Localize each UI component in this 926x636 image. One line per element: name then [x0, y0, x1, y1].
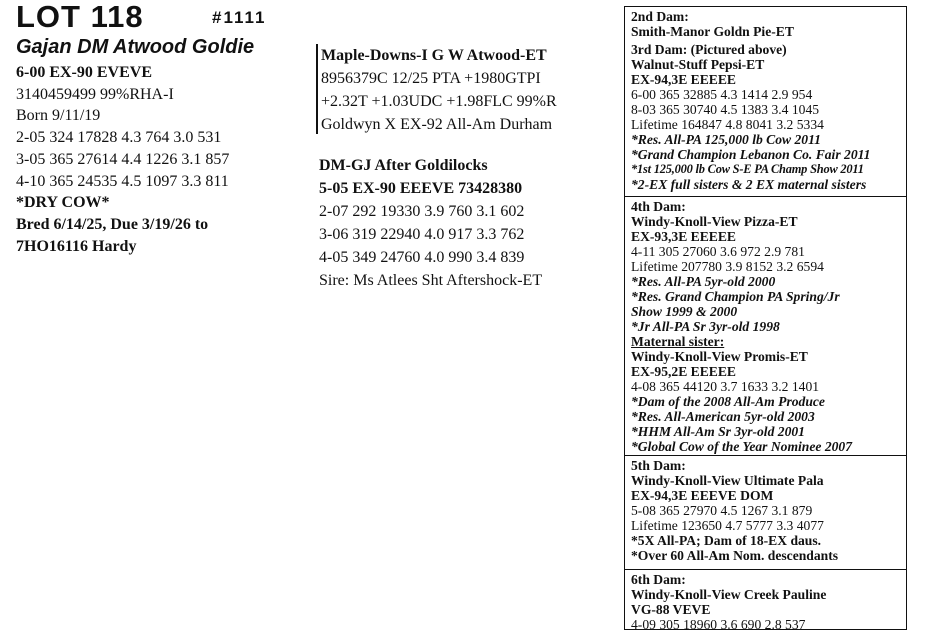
- third-dam-record: 6-00 365 32885 4.3 1414 2.9 954: [631, 87, 813, 102]
- dam-record: 4-05 349 24760 4.0 990 3.4 839: [319, 249, 525, 266]
- maternal-sister-note: *Res. All-American 5yr-old 2003: [631, 409, 815, 424]
- sire-name: Maple-Downs-I G W Atwood-ET: [321, 47, 547, 64]
- fourth-dam-classification: EX-93,3E EEEEE: [631, 229, 736, 244]
- fourth-dam-heading: 4th Dam:: [631, 199, 686, 214]
- dam-block: [319, 154, 542, 292]
- sixth-dam-name: Windy-Knoll-View Creek Pauline: [631, 587, 827, 602]
- animal-name: Gajan DM Atwood Goldie: [16, 36, 255, 58]
- dam-sire: Sire: Ms Atlees Sht Aftershock-ET: [319, 272, 543, 289]
- sire-detail: +2.32T +1.03UDC +1.98FLC 99%R: [321, 93, 557, 110]
- section-divider: [625, 196, 906, 197]
- dam-name: DM-GJ After Goldilocks: [319, 157, 488, 174]
- section-divider: [625, 455, 906, 456]
- section-divider: [625, 569, 906, 570]
- third-dam-note: *Res. All-PA 125,000 lb Cow 2011: [631, 132, 821, 147]
- third-dam-note: *2-EX full sisters & 2 EX maternal sisters: [631, 177, 867, 192]
- third-dam-record: 8-03 365 30740 4.5 1383 3.4 1045: [631, 102, 820, 117]
- fifth-dam-classification: EX-94,3E EEEVE DOM: [631, 488, 774, 503]
- second-dam-name: Smith-Manor Goldn Pie-ET: [631, 24, 794, 39]
- sixth-dam-record: 4-09 305 18960 3.6 690 2.8 537: [631, 617, 806, 632]
- animal-breeding-line-1: Bred 6/14/25, Due 3/19/26 to: [16, 215, 209, 233]
- third-dam-heading: 3rd Dam: (Pictured above): [631, 42, 787, 57]
- animal-record: 3-05 365 27614 4.4 1226 3.1 857: [16, 150, 230, 168]
- sixth-dam-heading: 6th Dam:: [631, 572, 686, 587]
- animal-status: *DRY COW*: [16, 194, 110, 212]
- fifth-dam-section: [631, 458, 904, 563]
- fifth-dam-record: 5-08 365 27970 4.5 1267 3.1 879: [631, 503, 813, 518]
- animal-record: 2-05 324 17828 4.3 764 3.0 531: [16, 129, 222, 147]
- second-dam-section: [631, 9, 904, 39]
- animal-birth-date: Born 9/11/19: [16, 107, 101, 125]
- animal-classification: 6-00 EX-90 EVEVE: [16, 64, 153, 81]
- fifth-dam-name: Windy-Knoll-View Ultimate Pala: [631, 473, 824, 488]
- second-dam-heading: 2nd Dam:: [631, 9, 689, 24]
- dam-record: 3-06 319 22940 4.0 917 3.3 762: [319, 226, 525, 243]
- maternal-sister-record: 4-08 365 44120 3.7 1633 3.2 1401: [631, 379, 820, 394]
- sixth-dam-section: [631, 572, 904, 632]
- fifth-dam-note: *5X All-PA; Dam of 18-EX daus.: [631, 533, 822, 548]
- lot-title: LOT 118: [16, 0, 144, 34]
- fourth-dam-note: *Jr All-PA Sr 3yr-old 1998: [631, 319, 780, 334]
- fourth-dam-section: [631, 199, 904, 334]
- maternal-sister-heading: Maternal sister:: [631, 334, 725, 349]
- lot-code: #1111: [212, 8, 267, 27]
- fifth-dam-record: Lifetime 123650 4.7 5777 3.3 4077: [631, 518, 824, 533]
- fourth-dam-name: Windy-Knoll-View Pizza-ET: [631, 214, 798, 229]
- third-dam-classification: EX-94,3E EEEEE: [631, 72, 736, 87]
- animal-record: 4-10 365 24535 4.5 1097 3.3 811: [16, 172, 229, 190]
- animal-breeding-line-2: 7HO16116 Hardy: [16, 237, 137, 255]
- maternal-sister-section: [631, 334, 904, 454]
- sire-block: [316, 44, 557, 134]
- fifth-dam-note: *Over 60 All-Am Nom. descendants: [631, 548, 839, 563]
- maternal-sister-classification: EX-95,2E EEEEE: [631, 364, 736, 379]
- maternal-sister-note: *HHM All-Am Sr 3yr-old 2001: [631, 424, 805, 439]
- animal-details: [16, 62, 229, 257]
- sire-detail: Goldwyn X EX-92 All-Am Durham: [321, 116, 553, 133]
- third-dam-section: [631, 42, 904, 192]
- maternal-sister-note: *Dam of the 2008 All-Am Produce: [631, 394, 825, 409]
- fourth-dam-record: 4-11 305 27060 3.6 972 2.9 781: [631, 244, 805, 259]
- animal-registration: 3140459499 99%RHA-I: [16, 85, 174, 103]
- fifth-dam-heading: 5th Dam:: [631, 458, 686, 473]
- third-dam-note: *Grand Champion Lebanon Co. Fair 2011: [631, 147, 871, 162]
- third-dam-note: *1st 125,000 lb Cow S-E PA Champ Show 2011: [631, 162, 864, 176]
- sire-detail: 8956379C 12/25 PTA +1980GTPI: [321, 70, 541, 87]
- third-dam-name: Walnut-Stuff Pepsi-ET: [631, 57, 765, 72]
- fourth-dam-note: *Res. Grand Champion PA Spring/Jr: [631, 289, 840, 304]
- third-dam-record: Lifetime 164847 4.8 8041 3.2 5334: [631, 117, 824, 132]
- dam-classification: 5-05 EX-90 EEEVE 73428380: [319, 180, 523, 197]
- fourth-dam-note: Show 1999 & 2000: [631, 304, 738, 319]
- pedigree-box: [624, 6, 907, 630]
- fourth-dam-record: Lifetime 207780 3.9 8152 3.2 6594: [631, 259, 824, 274]
- fourth-dam-note: *Res. All-PA 5yr-old 2000: [631, 274, 776, 289]
- maternal-sister-note: *Global Cow of the Year Nominee 2007: [631, 439, 853, 454]
- maternal-sister-name: Windy-Knoll-View Promis-ET: [631, 349, 808, 364]
- dam-record: 2-07 292 19330 3.9 760 3.1 602: [319, 203, 525, 220]
- sixth-dam-classification: VG-88 VEVE: [631, 602, 711, 617]
